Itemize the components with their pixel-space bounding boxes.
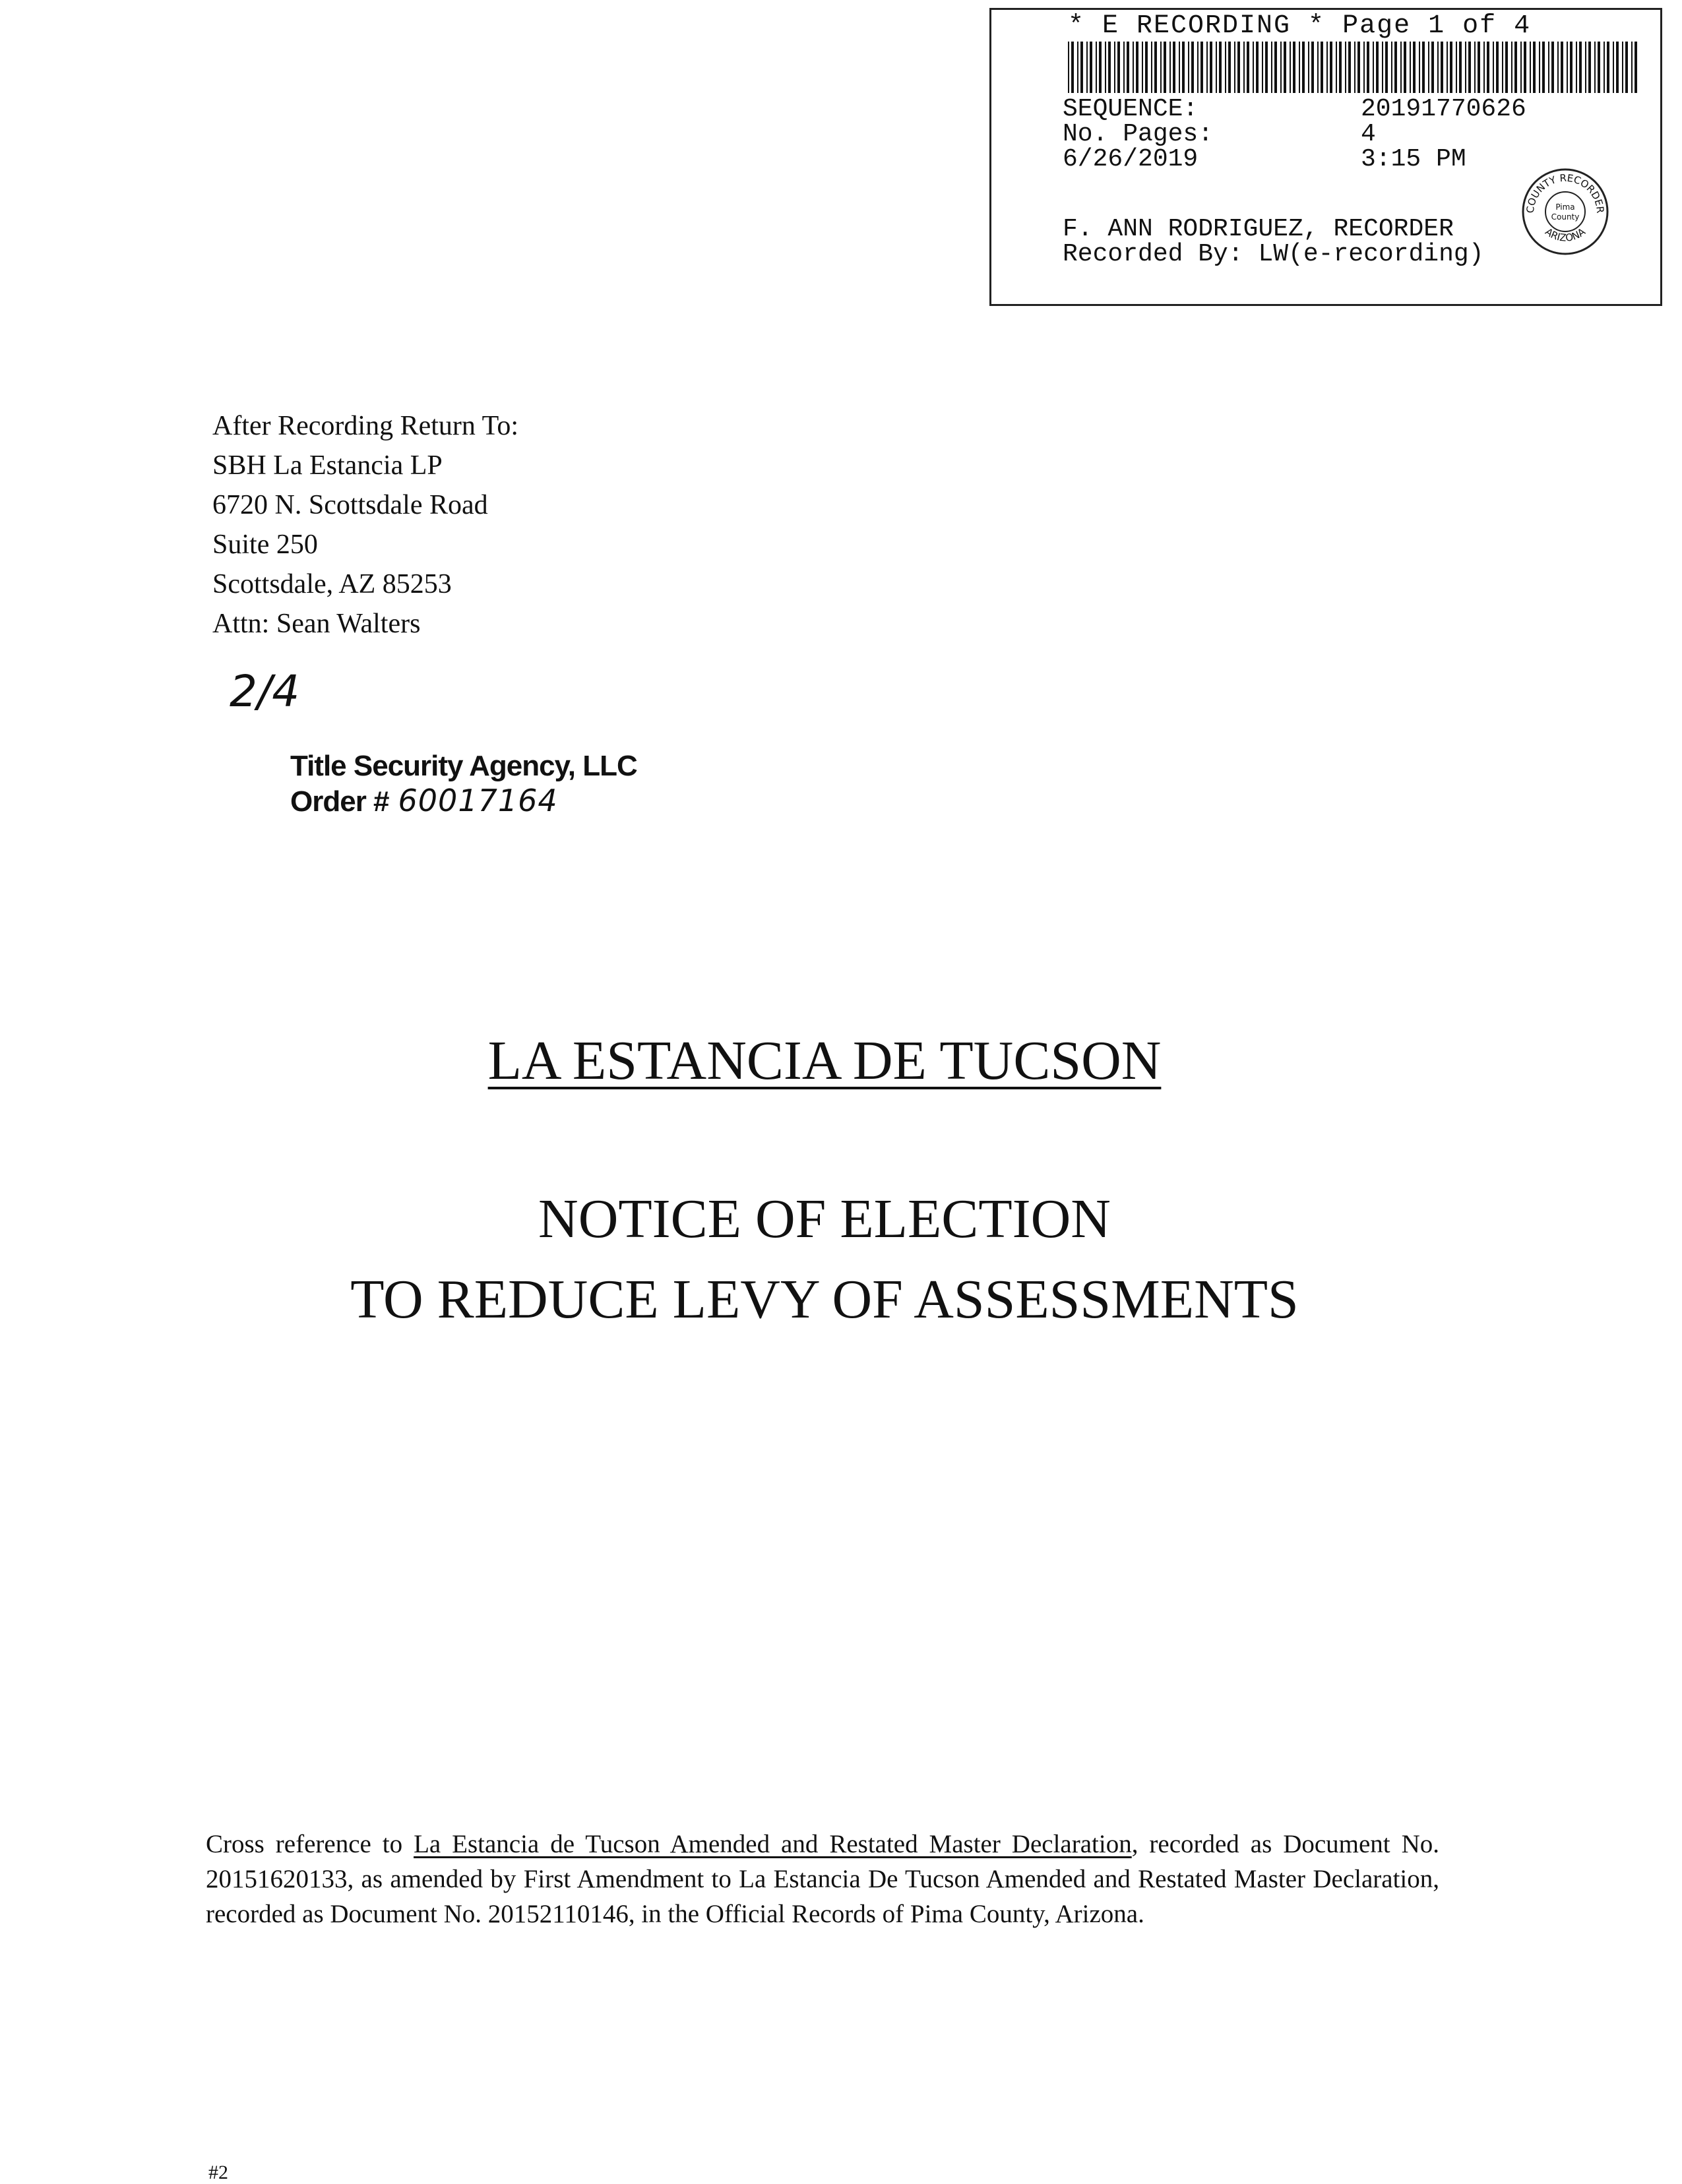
barcode-bar bbox=[1077, 42, 1078, 93]
pages-label: No. Pages: bbox=[1063, 120, 1214, 148]
barcode-bar bbox=[1317, 42, 1319, 93]
barcode-bar bbox=[1326, 42, 1328, 93]
return-address bbox=[212, 406, 518, 644]
barcode-bar bbox=[1311, 42, 1314, 93]
pages-value: 4 bbox=[1361, 120, 1376, 148]
barcode-bar bbox=[1496, 42, 1499, 93]
declaration-title: La Estancia de Tucson Amended and Restated Master Declaration bbox=[414, 1830, 1132, 1858]
barcode-bar bbox=[1123, 42, 1125, 93]
barcode-bar bbox=[1136, 42, 1138, 93]
cross-reference-prefix: Cross reference to bbox=[206, 1830, 403, 1858]
barcode-bar bbox=[1561, 42, 1563, 93]
pages-row bbox=[1063, 120, 1376, 148]
barcode-bar bbox=[1169, 42, 1171, 93]
return-heading: After Recording Return To: bbox=[212, 411, 519, 441]
barcode-bar bbox=[1542, 42, 1545, 93]
return-line: 6720 N. Scottsdale Road bbox=[212, 490, 488, 520]
barcode-bar bbox=[1441, 42, 1443, 93]
barcode-bar bbox=[1539, 42, 1540, 93]
barcode-bar bbox=[1511, 42, 1512, 93]
barcode-bar bbox=[1173, 42, 1175, 93]
barcode-bar bbox=[1225, 42, 1226, 93]
barcode-bar bbox=[1376, 42, 1379, 93]
barcode-bar bbox=[1373, 42, 1374, 93]
document-subtitle-line2: TO REDUCE LEVY OF ASSESSMENTS bbox=[350, 1269, 1299, 1330]
barcode-bar bbox=[1354, 42, 1355, 93]
barcode-bar bbox=[1635, 42, 1637, 93]
barcode-bar bbox=[1271, 42, 1272, 93]
document-subtitle-line1: NOTICE OF ELECTION bbox=[538, 1188, 1111, 1250]
barcode-bar bbox=[1459, 42, 1462, 93]
barcode-bar bbox=[1422, 42, 1425, 93]
svg-text:Pima: Pima bbox=[1555, 202, 1575, 212]
barcode-bar bbox=[1280, 42, 1282, 93]
barcode-bar bbox=[1219, 42, 1222, 93]
barcode-bar bbox=[1382, 42, 1383, 93]
recorder-name: F. ANN RODRIGUEZ, RECORDER bbox=[1063, 215, 1454, 243]
footer-mark: #2 bbox=[208, 2162, 228, 2183]
barcode-bar bbox=[1200, 42, 1203, 93]
sequence-label: SEQUENCE: bbox=[1063, 95, 1199, 123]
barcode-bar bbox=[1533, 42, 1536, 93]
barcode-bar bbox=[1345, 42, 1346, 93]
barcode-bar bbox=[1265, 42, 1268, 93]
barcode-bar bbox=[1071, 42, 1074, 93]
barcode-bar bbox=[1404, 42, 1406, 93]
barcode-bar bbox=[1431, 42, 1434, 93]
barcode-bar bbox=[1487, 42, 1489, 93]
barcode-bar bbox=[1625, 42, 1628, 93]
barcode-bar bbox=[1474, 42, 1476, 93]
barcode-bar bbox=[1567, 42, 1568, 93]
barcode-bar bbox=[1631, 42, 1633, 93]
barcode-bar bbox=[1096, 42, 1097, 93]
barcode-bar bbox=[1428, 42, 1429, 93]
return-line: Attn: Sean Walters bbox=[212, 609, 421, 639]
barcode-bar bbox=[1579, 42, 1582, 93]
barcode-bar bbox=[1228, 42, 1231, 93]
barcode-bar bbox=[1594, 42, 1596, 93]
barcode-bar bbox=[1308, 42, 1309, 93]
stamp-header: * E RECORDING * Page 1 of 4 bbox=[1068, 11, 1532, 41]
barcode-bar bbox=[1410, 42, 1411, 93]
barcode-bar bbox=[1293, 42, 1295, 93]
handwritten-note: 2/4 bbox=[230, 666, 300, 717]
barcode bbox=[1068, 42, 1642, 93]
barcode-bar bbox=[1483, 42, 1485, 93]
barcode-bar bbox=[1394, 42, 1397, 93]
barcode-bar bbox=[1530, 42, 1531, 93]
barcode-bar bbox=[1154, 42, 1157, 93]
date-row bbox=[1063, 145, 1466, 173]
barcode-bar bbox=[1274, 42, 1277, 93]
county-recorder-seal bbox=[1519, 166, 1611, 258]
document-title: LA ESTANCIA DE TUCSON bbox=[487, 1030, 1162, 1091]
barcode-bar bbox=[1145, 42, 1148, 93]
barcode-bar bbox=[1502, 42, 1503, 93]
barcode-bar bbox=[1117, 42, 1120, 93]
return-line: Suite 250 bbox=[212, 530, 318, 560]
barcode-bar bbox=[1108, 42, 1111, 93]
barcode-bar bbox=[1493, 42, 1494, 93]
barcode-bar bbox=[1234, 42, 1235, 93]
barcode-bar bbox=[1450, 42, 1452, 93]
barcode-bar bbox=[1520, 42, 1522, 93]
barcode-bar bbox=[1191, 42, 1194, 93]
return-line: SBH La Estancia LP bbox=[212, 450, 443, 481]
barcode-bar bbox=[1598, 42, 1600, 93]
barcode-bar bbox=[1114, 42, 1115, 93]
cross-reference-paragraph bbox=[206, 1827, 1439, 1931]
barcode-bar bbox=[1339, 42, 1342, 93]
barcode-bar bbox=[1385, 42, 1388, 93]
record-date: 6/26/2019 bbox=[1063, 145, 1199, 173]
barcode-bar bbox=[1336, 42, 1337, 93]
barcode-bar bbox=[1570, 42, 1573, 93]
barcode-bar bbox=[1551, 42, 1554, 93]
barcode-bar bbox=[1447, 42, 1448, 93]
barcode-bar bbox=[1302, 42, 1305, 93]
barcode-bar bbox=[1086, 42, 1088, 93]
barcode-bar bbox=[1290, 42, 1291, 93]
order-label: Order # bbox=[290, 785, 389, 818]
barcode-bar bbox=[1182, 42, 1185, 93]
barcode-bar bbox=[1105, 42, 1106, 93]
barcode-bar bbox=[1363, 42, 1365, 93]
barcode-bar bbox=[1576, 42, 1577, 93]
barcode-bar bbox=[1256, 42, 1259, 93]
barcode-bar bbox=[1321, 42, 1323, 93]
barcode-bar bbox=[1099, 42, 1102, 93]
barcode-bar bbox=[1400, 42, 1402, 93]
barcode-bar bbox=[1588, 42, 1591, 93]
svg-text:ARIZONA: ARIZONA bbox=[1543, 226, 1588, 244]
barcode-bar bbox=[1413, 42, 1416, 93]
sequence-value: 20191770626 bbox=[1361, 95, 1526, 123]
barcode-bar bbox=[1160, 42, 1162, 93]
barcode-bar bbox=[1468, 42, 1471, 93]
barcode-bar bbox=[1465, 42, 1466, 93]
barcode-bar bbox=[1127, 42, 1129, 93]
barcode-bar bbox=[1622, 42, 1623, 93]
barcode-bar bbox=[1243, 42, 1245, 93]
barcode-bar bbox=[1367, 42, 1369, 93]
barcode-bar bbox=[1419, 42, 1420, 93]
barcode-bar bbox=[1585, 42, 1586, 93]
barcode-bar bbox=[1348, 42, 1351, 93]
barcode-bar bbox=[1068, 42, 1069, 93]
barcode-bar bbox=[1505, 42, 1508, 93]
barcode-bar bbox=[1080, 42, 1083, 93]
recorded-by: Recorded By: LW(e-recording) bbox=[1063, 240, 1484, 268]
barcode-bar bbox=[1206, 42, 1208, 93]
barcode-bar bbox=[1197, 42, 1199, 93]
svg-text:County: County bbox=[1551, 212, 1580, 222]
barcode-bar bbox=[1142, 42, 1143, 93]
barcode-bar bbox=[1253, 42, 1254, 93]
barcode-bar bbox=[1262, 42, 1263, 93]
barcode-bar bbox=[1216, 42, 1217, 93]
barcode-bar bbox=[1188, 42, 1189, 93]
barcode-bar bbox=[1478, 42, 1480, 93]
barcode-bar bbox=[1151, 42, 1152, 93]
order-number: 60017164 bbox=[398, 783, 558, 818]
record-time: 3:15 PM bbox=[1361, 145, 1466, 173]
barcode-bar bbox=[1237, 42, 1240, 93]
barcode-bar bbox=[1514, 42, 1517, 93]
barcode-bar bbox=[1616, 42, 1619, 93]
svg-text:COUNTY RECORDER: COUNTY RECORDER bbox=[1524, 171, 1607, 214]
barcode-bar bbox=[1247, 42, 1249, 93]
barcode-bar bbox=[1437, 42, 1439, 93]
barcode-bar bbox=[1613, 42, 1614, 93]
barcode-bar bbox=[1357, 42, 1360, 93]
barcode-bar bbox=[1210, 42, 1212, 93]
barcode-bar bbox=[1330, 42, 1332, 93]
barcode-bar bbox=[1524, 42, 1526, 93]
barcode-bar bbox=[1299, 42, 1300, 93]
title-company-name: Title Security Agency, LLC bbox=[290, 750, 637, 782]
recording-stamp bbox=[989, 8, 1662, 306]
barcode-bar bbox=[1607, 42, 1609, 93]
barcode-bar bbox=[1604, 42, 1605, 93]
barcode-bar bbox=[1284, 42, 1286, 93]
barcode-bar bbox=[1179, 42, 1180, 93]
barcode-bar bbox=[1456, 42, 1457, 93]
barcode-bar bbox=[1548, 42, 1549, 93]
barcode-bar bbox=[1090, 42, 1092, 93]
barcode-bar bbox=[1391, 42, 1392, 93]
barcode-bar bbox=[1557, 42, 1559, 93]
sequence-row bbox=[1063, 95, 1526, 123]
cross-reference-rest: , recorded as Document No. 20151620133, as amended by First Amendment to La Estancia De Tucson Amended and Restated Master Declaration, recorded as Document No. 20152110146, in the Official Records of Pima County, Arizona. bbox=[206, 1830, 1440, 1928]
title-company-stamp bbox=[290, 749, 637, 819]
return-line: Scottsdale, AZ 85253 bbox=[212, 569, 452, 599]
barcode-bar bbox=[1164, 42, 1166, 93]
barcode-bar bbox=[1133, 42, 1134, 93]
